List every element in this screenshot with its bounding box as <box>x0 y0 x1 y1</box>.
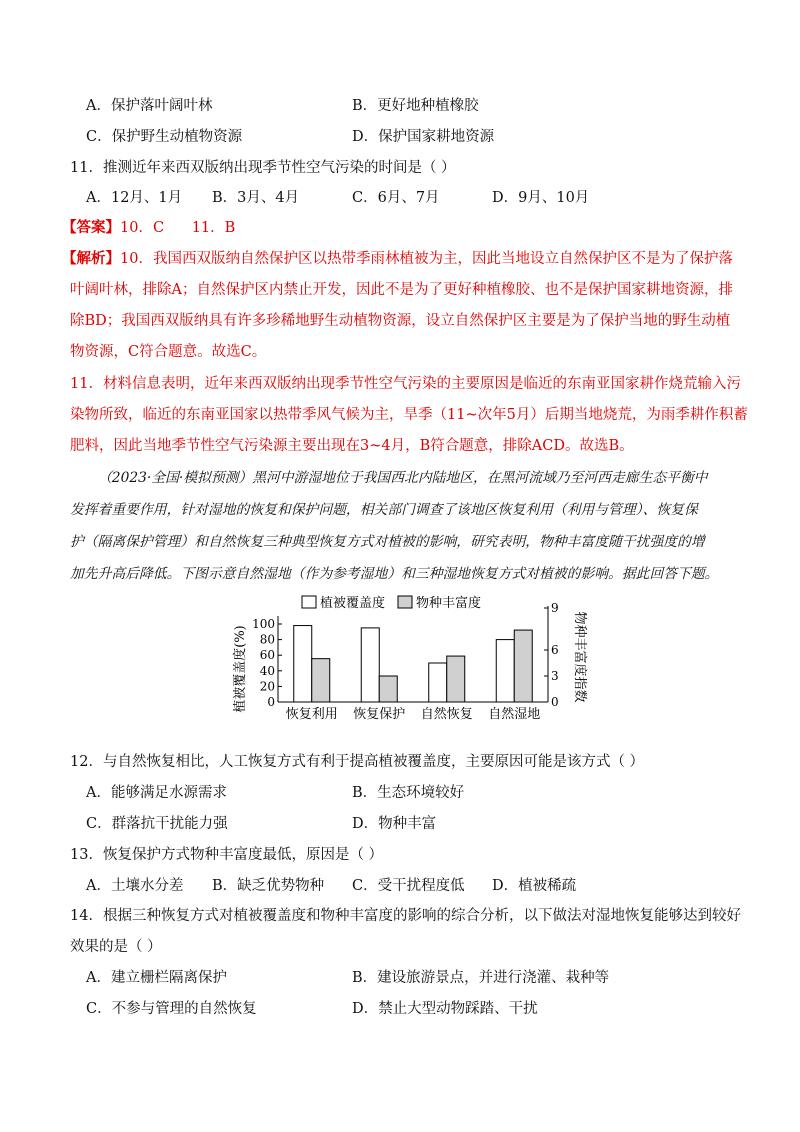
y-tick-label-right: 3 <box>551 669 559 683</box>
q10-option-d: D．保护国家耕地资源 <box>352 129 495 145</box>
analysis-p10-line-2: 叶阔叶林，排除A；自然保护区内禁止开发，因此不是为了更好种植橡胶、也不是保护国家耕地资源，排 <box>70 282 733 298</box>
category-label-3: 自然湿地 <box>488 707 541 722</box>
y-tick-label-left: 0 <box>267 695 275 709</box>
bar-richness-1 <box>379 676 397 702</box>
material-line-2: 发挥着重要作用，针对湿地的恢复和保护问题，相关部门调查了该地区恢复利用（利用与管理）、恢复保 <box>70 502 698 518</box>
legend-label-coverage: 植被覆盖度 <box>320 596 386 611</box>
vegetation-bar-chart <box>230 592 590 732</box>
y-tick-label-left: 60 <box>259 648 275 663</box>
y-tick-label-right: 6 <box>551 643 559 657</box>
answer-text: 10．C 11．B <box>120 220 236 236</box>
answer-label: 【答案】 <box>62 219 120 236</box>
analysis-label: 【解析】 <box>62 250 120 267</box>
bar-richness-0 <box>312 659 330 702</box>
q12-option-d: D．物种丰富 <box>352 816 437 832</box>
q13-stem: 13．恢复保护方式物种丰富度最低，原因是（ ） <box>70 847 384 863</box>
q13-option-a: A．土壤水分差 <box>86 878 184 894</box>
plot-area <box>232 595 588 722</box>
category-label-0: 恢复利用 <box>285 707 338 722</box>
legend-label-richness: 物种丰富度 <box>416 596 482 611</box>
legend-swatch-coverage <box>302 596 316 608</box>
category-label-1: 恢复保护 <box>353 707 406 722</box>
analysis-p10-line-3: 除BD；我国西双版纳具有许多珍稀地野生动植物资源，设立自然保护区主要是为了保护当地的野生动植 <box>70 313 731 329</box>
bar-coverage-1 <box>361 628 379 702</box>
q10-option-c: C．保护野生动植物资源 <box>86 129 243 145</box>
y-tick-label-left: 20 <box>259 679 275 694</box>
bar-richness-3 <box>514 630 532 702</box>
y-tick-label-right: 9 <box>551 601 559 615</box>
analysis-p10-line-4: 物资源，C符合题意。故选C。 <box>70 344 267 360</box>
q12-option-a: A．能够满足水源需求 <box>86 785 227 801</box>
q14-option-c: C．不参与管理的自然恢复 <box>86 1001 257 1017</box>
analysis-p11-line-1: 11．材料信息表明，近年来西双版纳出现季节性空气污染的主要原因是临近的东南亚国家耕作烧荒输入污 <box>70 376 741 392</box>
y-tick-label-right: 0 <box>551 695 559 709</box>
analysis-p11-line-2: 染物所致，临近的东南亚国家以热带季风气候为主，旱季（11~次年5月）后期当地烧荒，为雨季耕作积蓄 <box>70 407 748 423</box>
material-line-4: 加先升高后降低。下图示意自然湿地（作为参考湿地）和三种湿地恢复方式对植被的影响。据此回答下题。 <box>70 566 719 582</box>
bar-coverage-3 <box>496 640 514 702</box>
q10-option-b: B．更好地种植橡胶 <box>352 98 479 114</box>
y-axis-label-left: 植被覆盖度(%) <box>233 625 248 713</box>
q11-option-b: B．3月、4月 <box>212 190 300 206</box>
q14-option-d: D．禁止大型动物踩踏、干扰 <box>352 1001 538 1017</box>
analysis-p10-line-1: 10．我国西双版纳自然保护区以热带季雨林植被为主，因此当地设立自然保护区不是为了保护落 <box>120 251 733 267</box>
q11-stem: 11．推测近年来西双版纳出现季节性空气污染的时间是（ ） <box>70 160 456 176</box>
q14-option-b: B．建设旅游景点，并进行浇灌、栽种等 <box>352 970 610 986</box>
y-tick-label-left: 100 <box>252 617 275 631</box>
q11-option-a: A．12月、1月 <box>86 190 183 206</box>
q14-stem-line-1: 14．根据三种恢复方式对植被覆盖度和物种丰富度的影响的综合分析，以下做法对湿地恢复能够达到较好 <box>70 908 741 924</box>
q12-option-b: B．生态环境较好 <box>352 785 465 801</box>
bar-coverage-2 <box>429 663 447 702</box>
y-tick-label-left: 40 <box>259 663 275 678</box>
y-tick-label-left: 80 <box>259 632 275 647</box>
q12-stem: 12．与自然恢复相比，人工恢复方式有利于提高植被覆盖度，主要原因可能是该方式（ ） <box>70 754 645 770</box>
q13-option-b: B．缺乏优势物种 <box>212 878 325 894</box>
y-axis-label-right: 物种丰富度指数 <box>572 611 587 703</box>
q14-option-a: A．建立栅栏隔离保护 <box>86 970 227 986</box>
bar-richness-2 <box>447 656 465 702</box>
analysis-line-1 <box>62 249 733 269</box>
q10-option-a: A．保护落叶阔叶林 <box>86 98 213 114</box>
legend-swatch-richness <box>398 596 412 608</box>
analysis-p11-line-3: 肥料，因此当地季节性空气污染源主要出现在3~4月，B符合题意，排除ACD。故选B。 <box>70 438 634 454</box>
q13-option-c: C．受干扰程度低 <box>352 878 465 894</box>
q13-option-d: D．植被稀疏 <box>492 878 577 894</box>
answer-line <box>62 218 235 238</box>
q12-option-c: C．群落抗干扰能力强 <box>86 816 228 832</box>
category-label-2: 自然恢复 <box>420 707 473 722</box>
material-line-3: 护（隔离保护管理）和自然恢复三种典型恢复方式对植被的影响，研究表明，物种丰富度随干扰强度的增 <box>70 534 705 550</box>
q14-stem-line-2: 效果的是（ ） <box>70 939 162 955</box>
material-line-1: （2023·全国·模拟预测）黑河中游湿地位于我国西北内陆地区，在黑河流域乃至河西走廊生态平衡中 <box>98 470 708 486</box>
bar-coverage-0 <box>294 626 312 702</box>
q11-option-d: D．9月、10月 <box>492 190 590 206</box>
q11-option-c: C．6月、7月 <box>352 190 440 206</box>
